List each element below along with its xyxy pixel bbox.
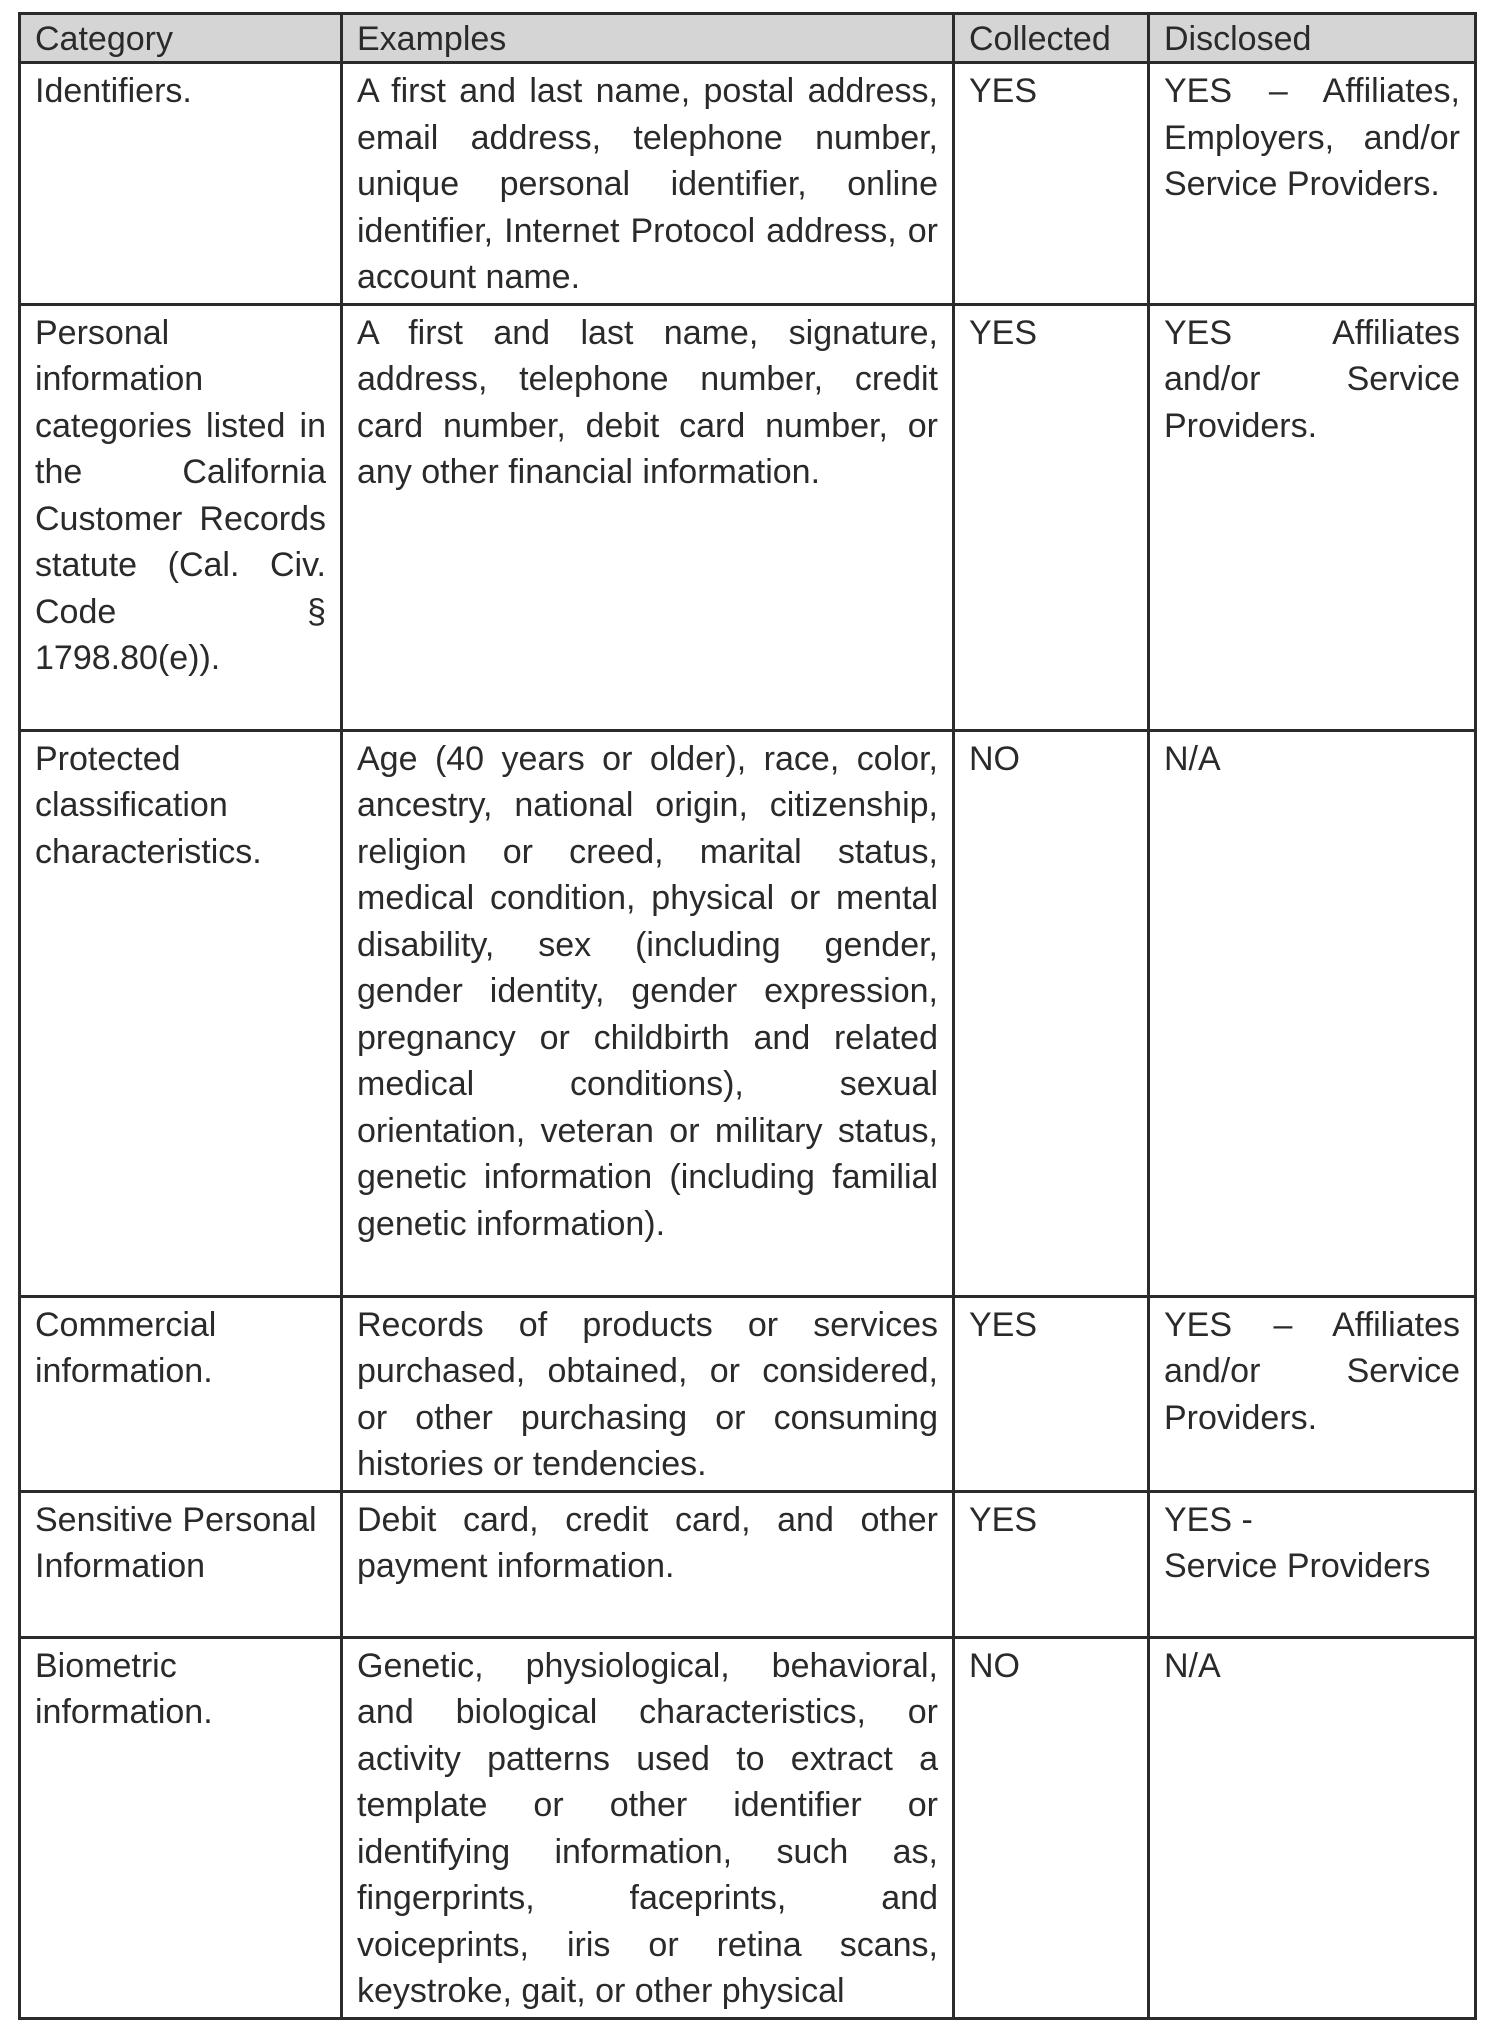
row-category: Personal information categories listed in the California Customer Records statute (Cal. Civ. Code § 1798.80(e)). (20, 304, 342, 730)
row-disclosed (1149, 1491, 1476, 1637)
row-disclosed: YES – Affiliates, Employers, and/or Service Providers. (1149, 63, 1476, 305)
row-examples: A first and last name, postal address, email address, telephone number, unique personal identifier, online identifier, Internet Protocol address, or account name. (342, 63, 954, 305)
row-collected: YES (954, 1491, 1149, 1637)
row-collected: NO (954, 1637, 1149, 2018)
row-category: Protected classification characteristics. (20, 730, 342, 1296)
table-row (20, 1491, 1476, 1637)
table-row (20, 1637, 1476, 2018)
table-row (20, 304, 1476, 730)
row-category: Commercial information. (20, 1296, 342, 1491)
header-collected: Collected (954, 14, 1149, 63)
row-disclosed: N/A (1149, 730, 1476, 1296)
row-category: Sensitive Personal Information (20, 1491, 342, 1637)
row-examples: Debit card, credit card, and other payment information. (342, 1491, 954, 1637)
table-row (20, 730, 1476, 1296)
row-disclosed: YES – Affiliates and/or Service Providers. (1149, 1296, 1476, 1491)
privacy-categories-table (18, 12, 1477, 2020)
header-category: Category (20, 14, 342, 63)
row-examples: Records of products or services purchased, obtained, or considered, or other purchasing or consuming histories or tendencies. (342, 1296, 954, 1491)
row-collected: YES (954, 1296, 1149, 1491)
privacy-categories-table-wrapper (18, 12, 1474, 2020)
row-collected: YES (954, 63, 1149, 305)
row-examples: Genetic, physiological, behavioral, and biological characteristics, or activity patterns used to extract a template or other identifier or identifying information, such as, fingerprints, faceprints, and voiceprints, iris or retina scans, keystroke, gait, or other physical (342, 1637, 954, 2018)
row-disclosed: N/A (1149, 1637, 1476, 2018)
row-disclosed-line1: YES - (1164, 1500, 1253, 1539)
table-header-row (20, 14, 1476, 63)
row-category: Biometric information. (20, 1637, 342, 2018)
row-examples: Age (40 years or older), race, color, ancestry, national origin, citizenship, religion or creed, marital status, medical condition, physical or mental disability, sex (including gender, gender identity, gender expression, pregnancy or childbirth and related medical conditions), sexual orientation, veteran or military status, genetic information (including familial genetic information). (342, 730, 954, 1296)
row-collected: NO (954, 730, 1149, 1296)
row-disclosed-line2: Service Providers (1164, 1547, 1431, 1585)
table-row (20, 1296, 1476, 1491)
row-category: Identifiers. (20, 63, 342, 305)
header-examples: Examples (342, 14, 954, 63)
table-row (20, 63, 1476, 305)
row-disclosed: YES Affiliates and/or Service Providers. (1149, 304, 1476, 730)
row-examples: A first and last name, signature, address, telephone number, credit card number, debit card number, or any other financial information. (342, 304, 954, 730)
header-disclosed: Disclosed (1149, 14, 1476, 63)
row-collected: YES (954, 304, 1149, 730)
